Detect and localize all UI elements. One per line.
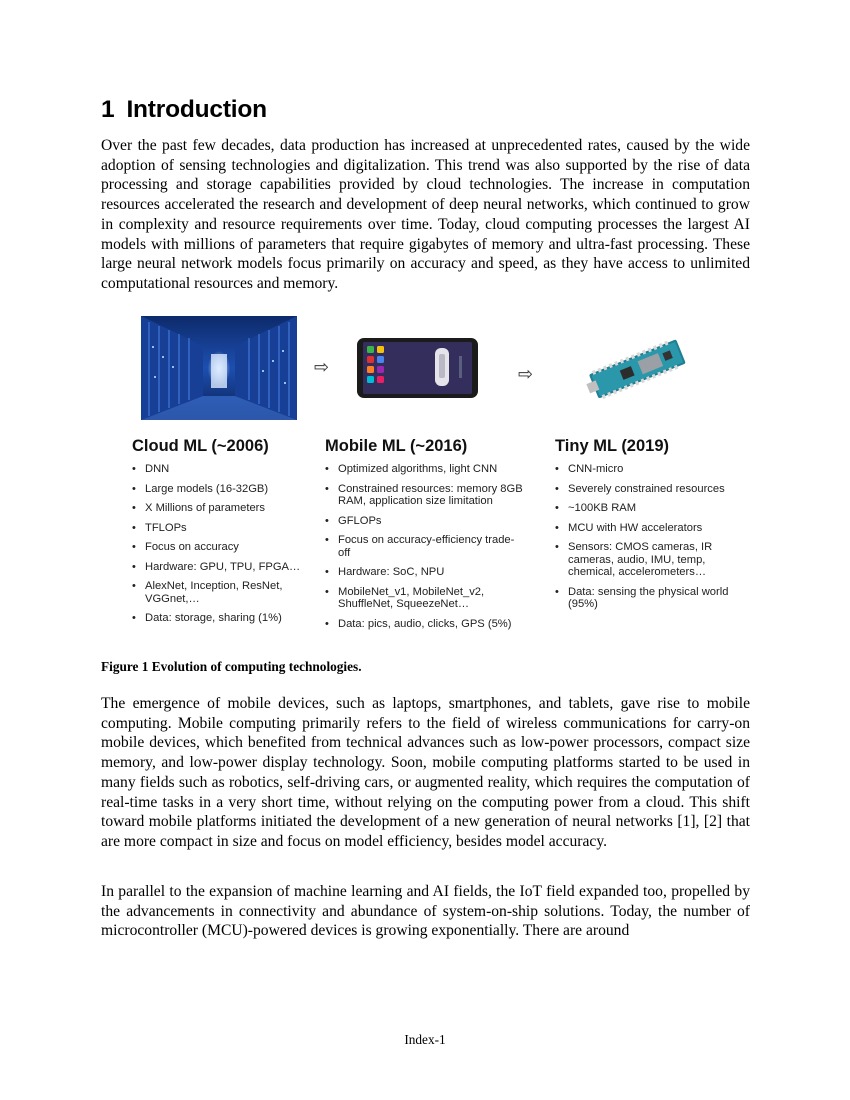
cloud-ml-list <box>132 463 322 625</box>
cloud-ml-title: Cloud ML (~2006) <box>132 437 269 455</box>
list-item: • AlexNet, Inception, ResNet, VGGnet,… <box>132 580 322 605</box>
mobile-ml-list <box>325 463 525 630</box>
tiny-ml-title: Tiny ML (2019) <box>555 437 670 455</box>
intro-paragraph-2: The emergence of mobile devices, such as laptops, smartphones, and tablets, gave rise to mobile computing. Mobile computing primarily refers to the field of wireless communications for carry-on mobile devices, which benefited from technical advances such as low-power processors, compact size memory, and low-power display technology. Soon, mobile computing platforms started to be used in many fields such as robotics, self-driving cars, or augmented reality, which requires the computation of real-time tasks in a very short time, without relying on the computing power from a cloud. This shift toward mobile platforms initiated the development of a new generation of neural networks [1], [2] that are more compact in size and focus on model efficiency, besides model accuracy. <box>101 695 750 850</box>
list-item: • Hardware: GPU, TPU, FPGA… <box>132 561 322 574</box>
tiny-ml-column <box>555 437 745 618</box>
list-item: • ~100KB RAM <box>555 502 745 515</box>
list-item: • Severely constrained resources <box>555 483 745 496</box>
list-item: • Optimized algorithms, light CNN <box>325 463 525 476</box>
intro-paragraph-3: In parallel to the expansion of machine learning and AI fields, the IoT field expanded too, propelled by the advancements in connectivity and abundance of system-on-ship solutions. Today, the number of microcontroller (MCU)-powered devices is growing exponentially. There are around <box>101 883 750 940</box>
list-item: • TFLOPs <box>132 522 322 535</box>
smartphone-image <box>355 336 480 400</box>
tiny-ml-list <box>555 463 745 611</box>
list-item: • CNN-micro <box>555 463 745 476</box>
list-item: • Data: pics, audio, clicks, GPS (5%) <box>325 618 525 631</box>
section-title: Introduction <box>126 96 267 123</box>
right-arrow-icon: ⇨ <box>314 357 330 378</box>
figure-caption: Figure 1 Evolution of computing technologies. <box>101 659 362 674</box>
section-heading <box>101 96 267 124</box>
list-item: • Sensors: CMOS cameras, IR cameras, audio, IMU, temp, chemical, accelerometers… <box>555 541 745 579</box>
list-item: • X Millions of parameters <box>132 502 322 515</box>
mobile-ml-column <box>325 437 525 637</box>
right-arrow-icon: ⇨ <box>518 364 534 385</box>
microcontroller-board-image <box>580 336 694 400</box>
intro-paragraph-1: Over the past few decades, data production has increased at unprecedented rates, caused by the wide adoption of sensing technologies and digitalization. This trend was also supported by the rise of data processing and storage capabilities provided by cloud technologies. The increase in computation resources accelerated the research and development of deep neural networks, which continued to grow in complexity and resource requirements over time. Today, cloud computing processes the largest AI models with millions of parameters that require gigabytes of memory and ultra-fast processing. These large neural network models focus primarily on accuracy and speed, as they have access to unlimited computational resources and memory. <box>101 137 750 292</box>
page-footer-label: Index-1 <box>404 1032 446 1047</box>
list-item: • Focus on accuracy <box>132 541 322 554</box>
list-item: • DNN <box>132 463 322 476</box>
cloud-ml-column <box>132 437 322 632</box>
datacenter-image <box>141 316 297 420</box>
mobile-ml-title: Mobile ML (~2016) <box>325 437 468 455</box>
list-item: • MobileNet_v1, MobileNet_v2, ShuffleNet, SqueezeNet… <box>325 586 525 611</box>
list-item: • GFLOPs <box>325 515 525 528</box>
list-item: • Hardware: SoC, NPU <box>325 566 525 579</box>
list-item: • Focus on accuracy-efficiency trade-off <box>325 534 525 559</box>
section-number: 1 <box>101 96 115 123</box>
list-item: • Large models (16-32GB) <box>132 483 322 496</box>
list-item: • Constrained resources: memory 8GB RAM, application size limitation <box>325 483 525 508</box>
list-item: • Data: sensing the physical world (95%) <box>555 586 745 611</box>
list-item: • MCU with HW accelerators <box>555 522 745 535</box>
list-item: • Data: storage, sharing (1%) <box>132 612 322 625</box>
